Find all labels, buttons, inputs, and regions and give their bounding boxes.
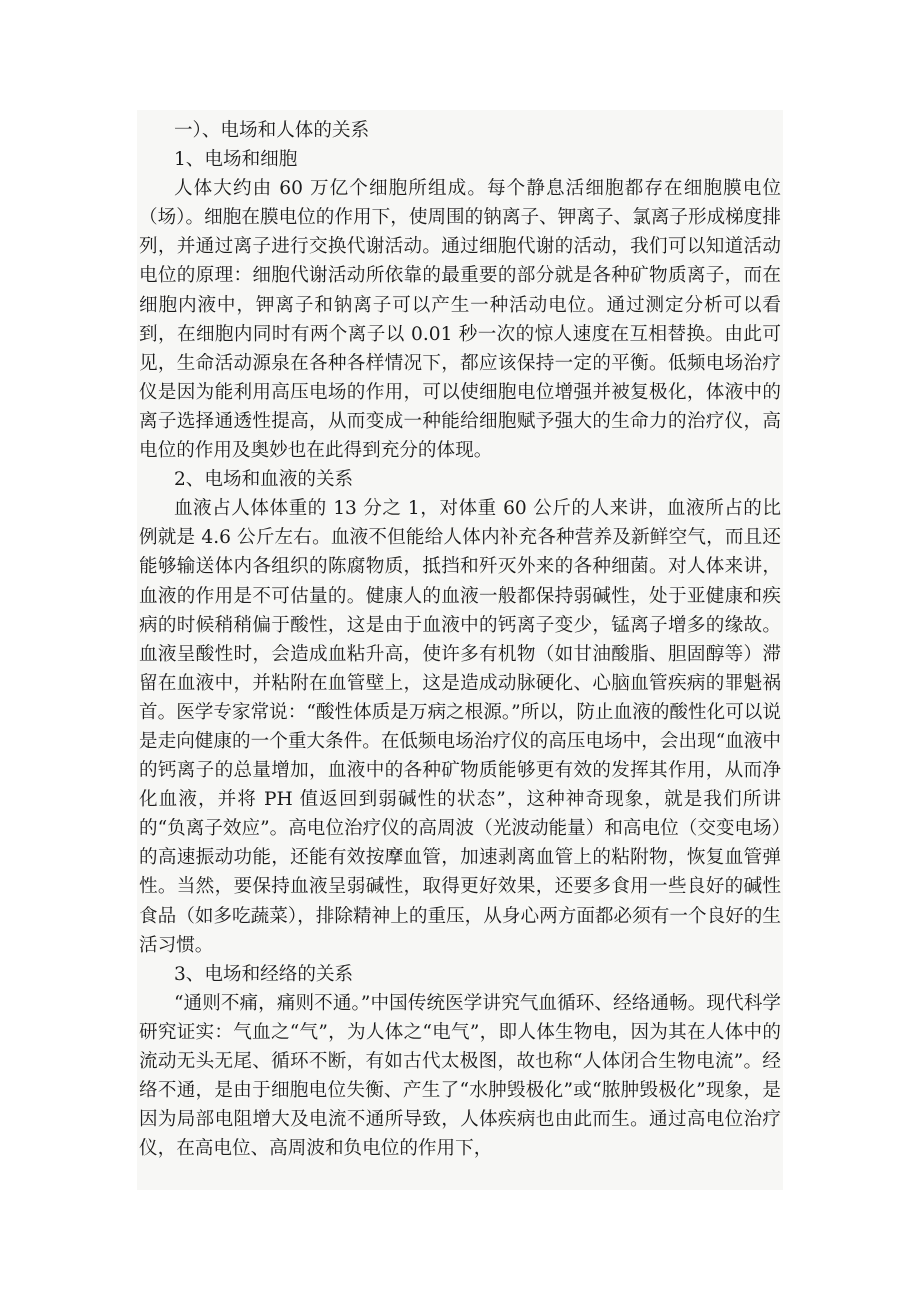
paragraph-cells: 人体大约由 60 万亿个细胞所组成。每个静息活细胞都存在细胞膜电位（场）。细胞在膜电位的作用下，使周围的钠离子、钾离子、氯离子形成梯度排列，并通过离子进行交换代谢活动。通过细胞代谢的活动，我们可以知道活动电位的原理：细胞代谢活动所依靠的最重要的部分就是各种矿物质离子，而在细胞内液中，钾离子和钠离子可以产生一种活动电位。通过测定分析可以看到，在细胞内同时有两个离子以 0.01 秒一次的惊人速度在互相替换。由此可见，生命活动源泉在各种各样情况下，都应该保持一定的平衡。低频电场治疗仪是因为能利用高压电场的作用，可以使细胞电位增强并被复极化，体液中的离子选择通透性提高，从而变成一种能给细胞赋予强大的生命力的治疗仪，高电位的作用及奥妙也在此得到充分的体现。 [139, 178, 781, 462]
heading-meridians: 3、电场和经络的关系 [173, 963, 354, 985]
paragraph-meridians: “通则不痛，痛则不通。”中国传统医学讲究气血循环、经络通畅。现代科学研究证实：气血之“气”，为人体之“电气”，即人体生物电，因为其在人体中的流动无头无尾、循环不断，有如古代太极图，故也称“人体闭合生物电流”。经络不通，是由于细胞电位失衡、产生了“水肿毁极化”或“脓肿毁极化”现象，是因为局部电阻增大及电流不通所导致，人体疾病也由此而生。通过高电位治疗仪，在高电位、高周波和负电位的作用下， [139, 992, 781, 1160]
section-title: 一）、电场和人体的关系 [173, 120, 370, 141]
heading-cells: 1、电场和细胞 [173, 149, 298, 171]
heading-blood: 2、电场和血液的关系 [173, 469, 354, 491]
document-page [137, 110, 783, 1190]
paragraph-blood: 血液占人体体重的 13 分之 1，对体重 60 公斤的人来讲，血液所占的比例就是 4.6 公斤左右。血液不但能给人体内补充各种营养及新鲜空气，而且还能够输送体内各组织的陈腐物质，抵挡和歼灭外来的各种细菌。对人体来讲，血液的作用是不可估量的。健康人的血液一般都保持弱碱性，处于亚健康和疾病的时候稍稍偏于酸性，这是由于血液中的钙离子变少，锰离子增多的缘故。血液呈酸性时，会造成血粘升高，使许多有机物（如甘油酸脂、胆固醇等）滞留在血液中，并粘附在血管壁上，这是造成动脉硬化、心脑血管疾病的罪魁祸首。医学专家常说：“酸性体质是万病之根源。”所以，防止血液的酸性化可以说是走向健康的一个重大条件。在低频电场治疗仪的高压电场中，会出现“血液中的钙离子的总量增加，血液中的各种矿物质能够更有效的发挥其作用，从而净化血液，并将 PH 值返回到弱碱性的状态”，这种神奇现象，就是我们所讲的“负离子效应”。高电位治疗仪的高周波（光波动能量）和高电位（交变电场）的高速振动功能，还能有效按摩血管，加速剥离血管上的粘附物，恢复血管弹性。当然，要保持血液呈弱碱性，取得更好效果，还要多食用一些良好的碱性食品（如多吃蔬菜），排除精神上的重压，从身心两方面都必须有一个良好的生活习惯。 [139, 498, 781, 956]
